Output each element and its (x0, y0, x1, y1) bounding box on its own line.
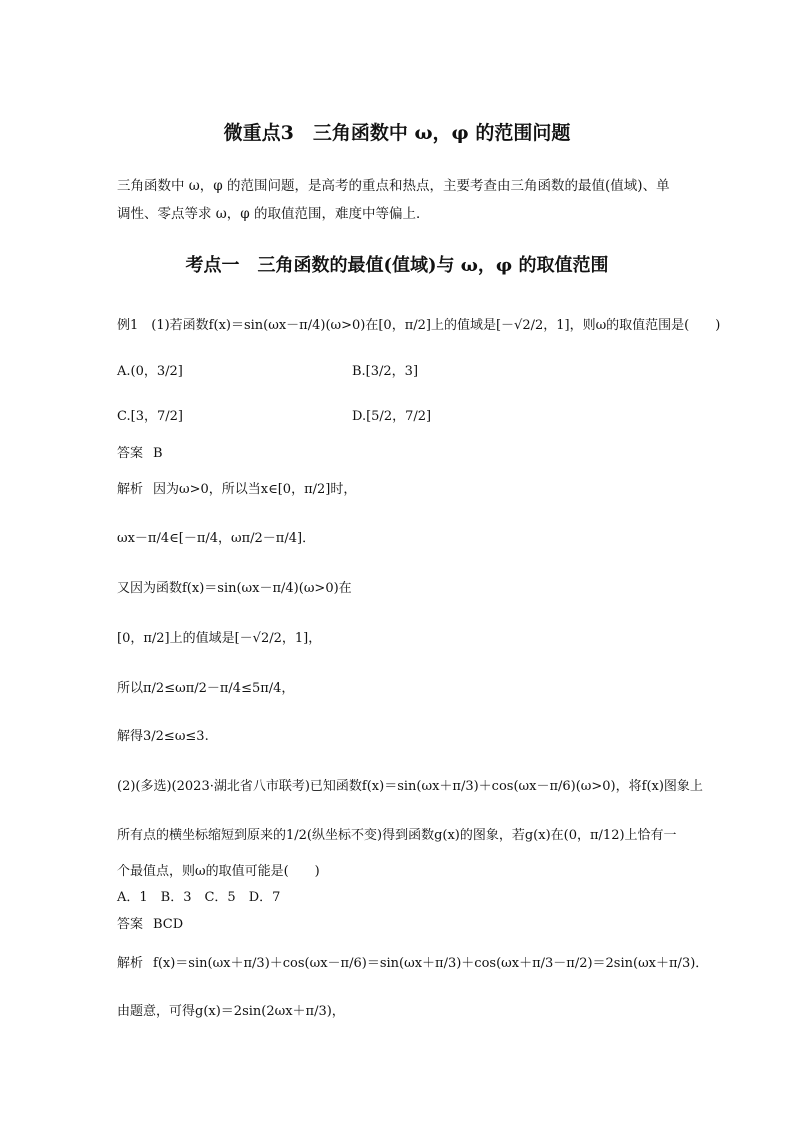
analysis-text: f(x)＝sin(ωx＋π/3)＋cos(ωx－π/6)＝sin(ωx＋π/3)＋cos(ωx＋π/3－π/2)＝2sin(ωx＋π/3)． (153, 956, 709, 971)
example1-option-b: B.[3/2，3] (352, 364, 419, 379)
intro-line-2: 调性、零点等求 ω，φ 的取值范围，难度中等偏上． (117, 206, 430, 222)
page-title: 微重点3 三角函数中 ω，φ 的范围问题 (223, 122, 571, 144)
example2-stem-line-2: 所有点的横坐标缩短到原来的1/2(纵坐标不变)得到函数g(x)的图象，若g(x)在(0，π/12)上恰有一 (117, 828, 677, 843)
example2-answer (117, 913, 183, 932)
example2-stem-line-3: 个最值点，则ω的取值可能是( ) (117, 864, 320, 879)
example1-analysis-line-4: [0，π/2]上的值域是[－√2/2，1]， (117, 631, 322, 646)
intro-line-1: 三角函数中 ω，φ 的范围问题，是高考的重点和热点，主要考查由三角函数的最值(值域)、单 (117, 178, 670, 194)
example2-analysis-line-2: 由题意，可得g(x)＝2sin(2ωx＋π/3)， (117, 1004, 345, 1019)
answer-label: 答案 (117, 917, 144, 932)
example2-stem-line-1: (2)(多选)(2023·湖北省八市联考)已知函数f(x)＝sin(ωx＋π/3)＋cos(ωx－π/6)(ω>0)，将f(x)图象上 (117, 779, 703, 794)
example1-answer (117, 442, 163, 461)
example1-stem: 例1 (1)若函数f(x)＝sin(ωx－π/4)(ω>0)在[0，π/2]上的值域是[－√2/2，1]，则ω的取值范围是( ) (117, 318, 721, 333)
example1-option-c: C.[3，7/2] (117, 409, 183, 424)
example1-analysis-line-6: 解得3/2≤ω≤3. (117, 729, 209, 744)
example1-option-d: D.[5/2，7/2] (352, 409, 432, 424)
answer-value: B (153, 446, 163, 461)
answer-value: BCD (153, 917, 184, 932)
example2-options: A．1 B．3 C．5 D．7 (117, 890, 281, 905)
example1-option-a: A.(0，3/2] (117, 364, 183, 379)
example2-analysis-line-1 (117, 952, 708, 971)
example1-analysis-line-3: 又因为函数f(x)＝sin(ωx－π/4)(ω>0)在 (117, 581, 352, 596)
section-title: 考点一 三角函数的最值(值域)与 ω，φ 的取值范围 (185, 255, 609, 276)
example1-analysis-line-5: 所以π/2≤ωπ/2－π/4≤5π/4， (117, 681, 295, 696)
analysis-label: 解析 (117, 482, 144, 497)
analysis-label: 解析 (117, 956, 144, 971)
answer-label: 答案 (117, 446, 144, 461)
analysis-text: 因为ω>0，所以当x∈[0，π/2]时， (153, 482, 357, 497)
example1-analysis-line-2: ωx－π/4∈[－π/4，ωπ/2－π/4]． (117, 531, 316, 546)
example1-analysis-line-1 (117, 478, 356, 497)
